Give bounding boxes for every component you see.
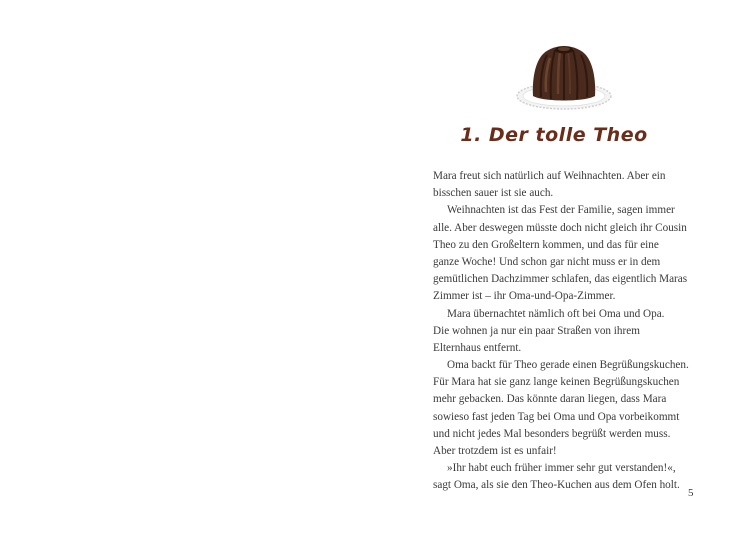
text-line: Mara übernachtet nämlich oft bei Oma und Opa. — [447, 307, 665, 320]
bundt-cake-icon — [513, 40, 615, 116]
chapter-title: 1. Der tolle Theo — [460, 124, 648, 146]
text-line: alle. Aber deswegen müsste doch nicht gleich ihr Cousin — [433, 221, 687, 234]
text-line: Zimmer ist – ihr Oma-und-Opa-Zimmer. — [433, 290, 616, 303]
text-line: Theo zu den Großeltern kommen, und das für eine — [433, 238, 659, 251]
text-line: »Ihr habt euch früher immer sehr gut verstanden!«, — [447, 462, 676, 475]
text-line: bisschen sauer ist sie auch. — [433, 187, 554, 200]
text-line: und nicht jedes Mal besonders begrüßt werden muss. — [433, 427, 671, 440]
text-line: ganze Woche! Und schon gar nicht muss er in dem — [433, 255, 661, 268]
body-text — [433, 168, 689, 495]
text-line: mehr gebacken. Das könnte daran liegen, dass Mara — [433, 393, 667, 406]
text-line: Oma backt für Theo gerade einen Begrüßungskuchen. — [447, 359, 689, 372]
text-line: gemütlichen Dachzimmer schlafen, das eigentlich Maras — [433, 273, 688, 286]
text-line: Die wohnen ja nur ein paar Straßen von ihrem — [433, 324, 640, 337]
text-line: Aber trotzdem ist es unfair! — [433, 445, 557, 457]
text-line: sowieso fast jeden Tag bei Oma und Opa vorbeikommt — [433, 410, 680, 423]
text-line: Elternhaus entfernt. — [433, 341, 522, 354]
text-line: Mara freut sich natürlich auf Weihnachten. Aber ein — [433, 170, 666, 182]
text-line: sagt Oma, als sie den Theo-Kuchen aus dem Ofen holt. — [433, 479, 680, 492]
text-line: Weihnachten ist das Fest der Familie, sagen immer — [447, 204, 675, 217]
text-line: Für Mara hat sie ganz lange keinen Begrüßungskuchen — [433, 376, 680, 389]
page-number: 5 — [688, 487, 694, 499]
